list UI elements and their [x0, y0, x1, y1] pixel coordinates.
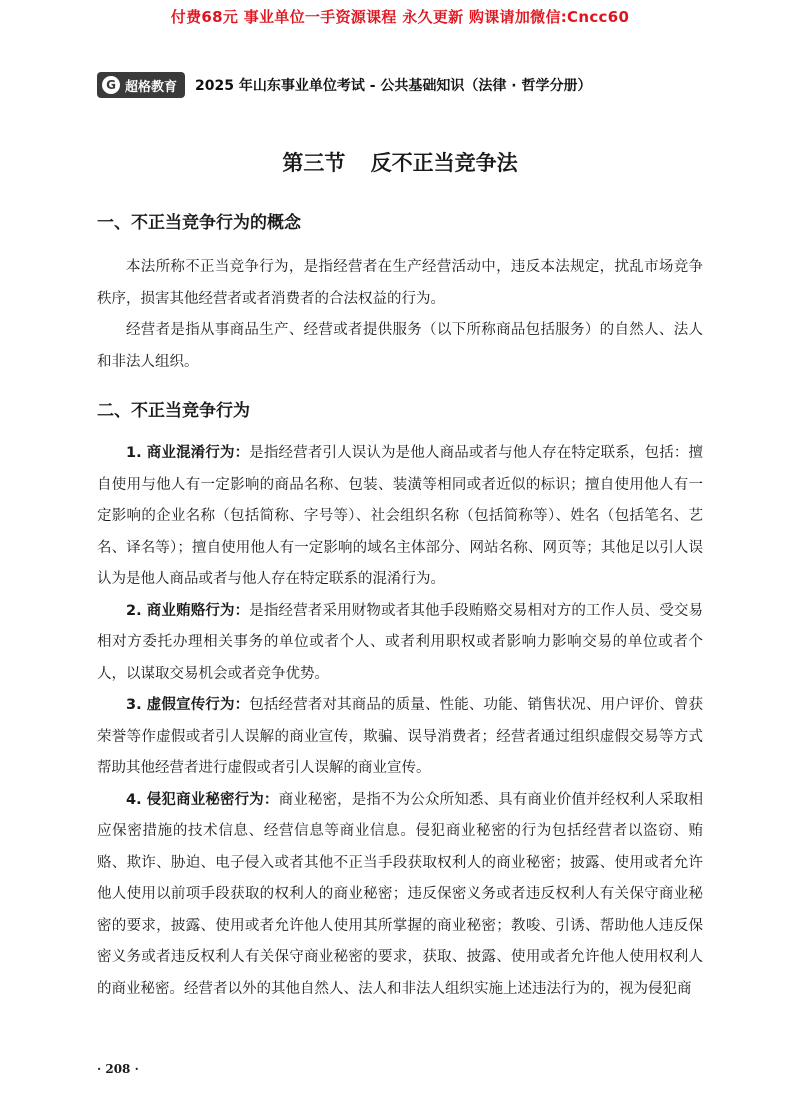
book-title: 2025 年山东事业单位考试 - 公共基础知识（法律 · 哲学分册）: [195, 78, 592, 94]
section-title: 第三节 反不正当竞争法: [282, 151, 518, 175]
watermark-banner: 付费68元 事业单位一手资源课程 永久更新 购课请加微信:Cncc60: [170, 8, 630, 26]
part2-heading: 二、不正当竞争行为: [97, 401, 250, 421]
document-body: [97, 208, 703, 1005]
list-item-bribery: [97, 596, 703, 691]
part1-paragraph-1: 本法所称不正当竞争行为，是指经营者在生产经营活动中，违反本法规定，扰乱市场竞争秩序，损害其他经营者或者消费者的合法权益的行为。: [97, 259, 703, 307]
logo-icon: G: [102, 76, 120, 94]
list-item-confusion: [97, 438, 703, 596]
item-term: 2. 商业贿赂行为：: [126, 602, 250, 619]
publisher-logo: [97, 72, 185, 98]
page-header: [97, 72, 591, 98]
item-term: 3. 虚假宣传行为：: [126, 697, 250, 713]
item-term: 1. 商业混淆行为：: [126, 445, 250, 461]
item-text: 商业秘密，是指不为公众所知悉、具有商业价值并经权利人采取相应保密措施的技术信息、经营信息等商业信息。侵犯商业秘密的行为包括经营者以盗窃、贿赂、欺诈、胁迫、电子侵入或者其他不正当手段获取权利人的商业秘密；披露、使用或者允许他人使用以前项手段获取的权利人的商业秘密；违反保密义务或者违反权利人有关保守商业秘密的要求，披露、使用或者允许他人使用其所掌握的商业秘密；教唆、引诱、帮助他人违反保密义务或者违反权利人有关保守商业秘密的要求，获取、披露、使用或者允许他人使用权利人的商业秘密。经营者以外的其他自然人、法人和非法人组织实施上述违法行为的，视为侵犯商: [97, 791, 703, 997]
item-term: 4. 侵犯商业秘密行为：: [126, 791, 279, 808]
item-text: 包括经营者对其商品的质量、性能、功能、销售状况、用户评价、曾获荣誉等作虚假或者引人误解的商业宣传，欺骗、误导消费者；经营者通过组织虚假交易等方式帮助其他经营者进行虚假或者引人误解的商业宣传。: [97, 697, 703, 776]
page-number: · 208 ·: [97, 1062, 139, 1076]
part1-heading: 一、不正当竞争行为的概念: [97, 213, 301, 233]
list-item-false-advertising: [97, 690, 703, 785]
logo-text: 超格教育: [125, 79, 178, 95]
item-text: 是指经营者引人误认为是他人商品或者与他人存在特定联系，包括：擅自使用与他人有一定影响的商品名称、包装、装潢等相同或者近似的标识；擅自使用他人有一定影响的企业名称（包括简称、字号等）、社会组织名称（包括简称等）、姓名（包括笔名、艺名、译名等）；擅自使用他人有一定影响的域名主体部分、网站名称、网页等；其他足以引人误认为是他人商品或者与他人存在特定联系的混淆行为。: [97, 445, 703, 587]
list-item-trade-secrets: [97, 785, 703, 1006]
item-text: 是指经营者采用财物或者其他手段贿赂交易相对方的工作人员、受交易相对方委托办理相关事务的单位或者个人、或者利用职权或者影响力影响交易的单位或者个人，以谋取交易机会或者竞争优势。: [97, 602, 703, 682]
part1-paragraph-2: 经营者是指从事商品生产、经营或者提供服务（以下所称商品包括服务）的自然人、法人和非法人组织。: [97, 322, 703, 370]
